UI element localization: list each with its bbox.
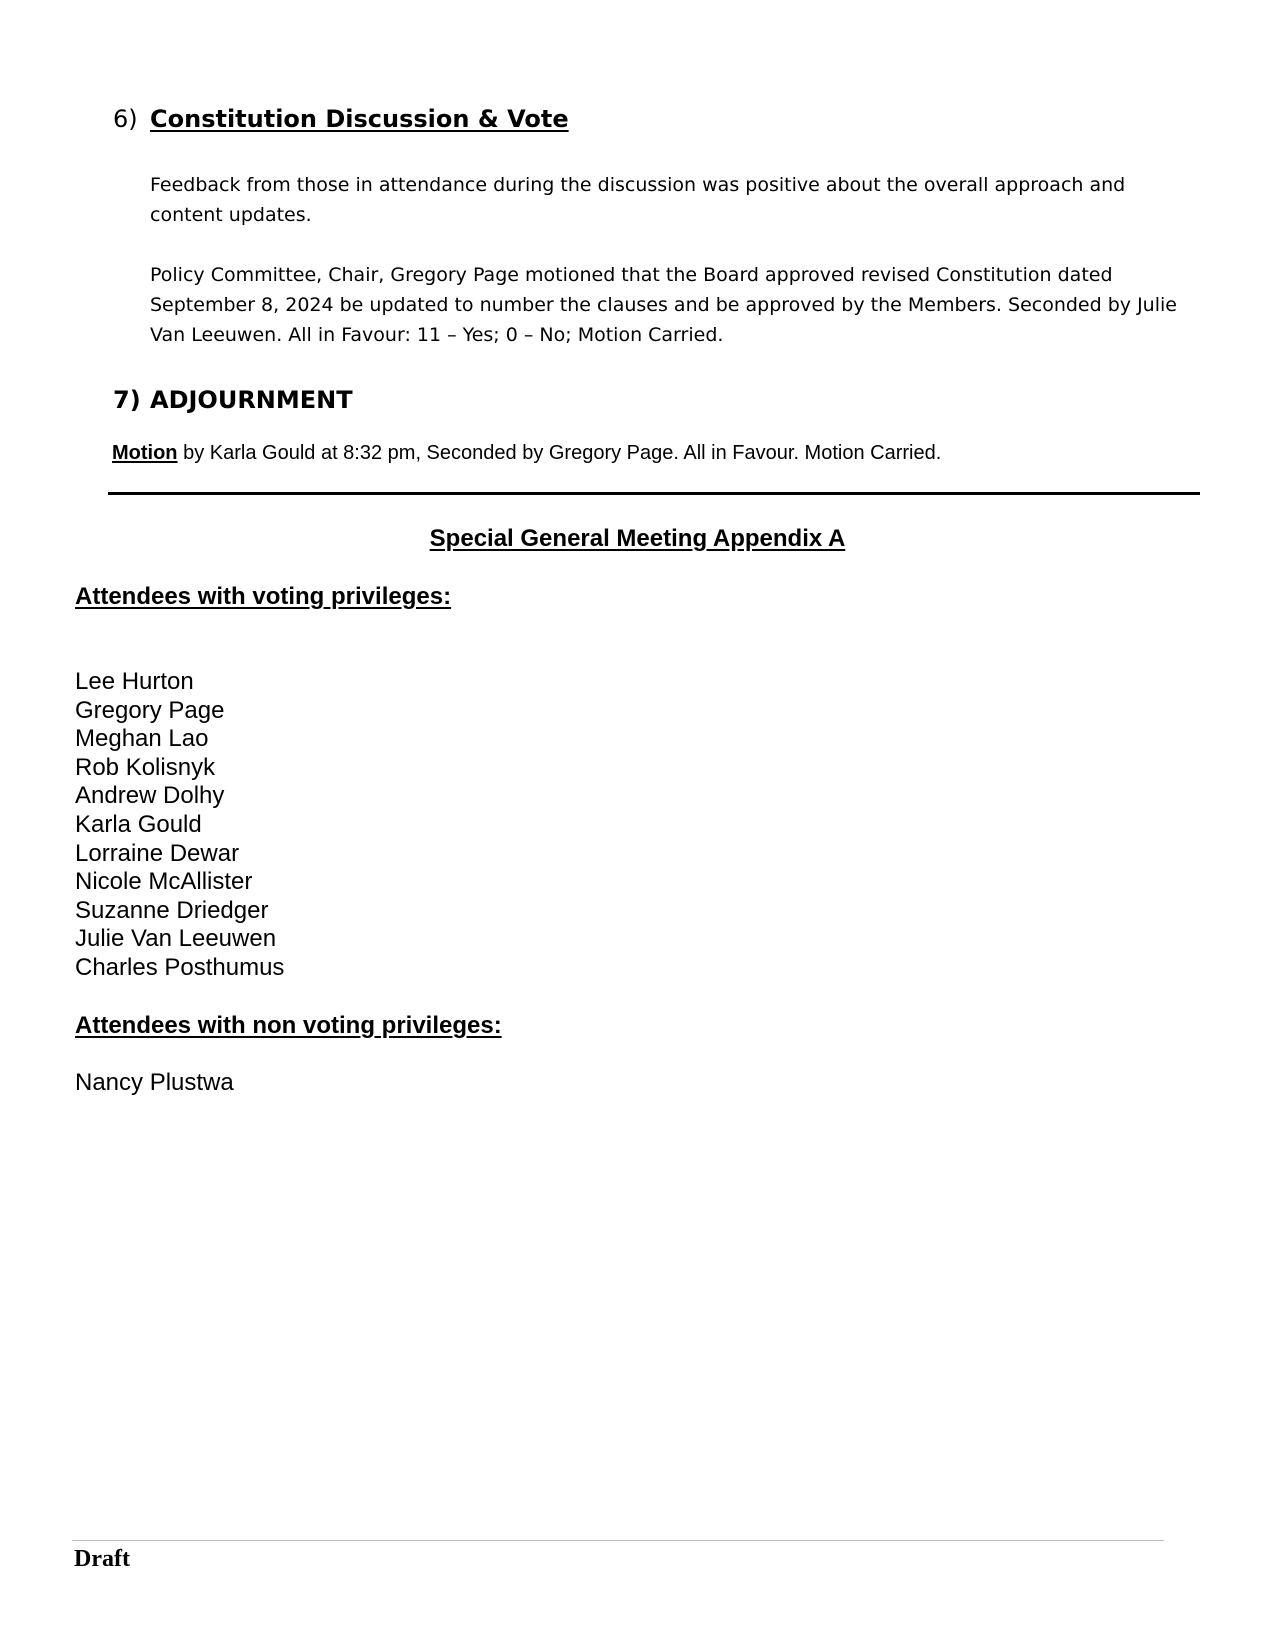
section-6-title: Constitution Discussion & Vote (150, 105, 569, 133)
attendee-name: Julie Van Leeuwen (75, 925, 277, 953)
attendee-name: Meghan Lao (75, 725, 209, 753)
attendee-name: Rob Kolisnyk (75, 753, 216, 781)
voting-attendees-list (75, 668, 284, 983)
attendee-name: Lee Hurton (75, 668, 194, 695)
attendee-name: Nicole McAllister (75, 868, 253, 896)
attendee-name: Charles Posthumus (75, 953, 285, 981)
section-6-heading (113, 104, 569, 134)
attendee-name: Suzanne Driedger (75, 896, 269, 924)
nonvoting-attendees-list (75, 1069, 234, 1098)
appendix-title-text: Special General Meeting Appendix A (429, 525, 846, 552)
voting-attendees-heading: Attendees with voting privileges: (75, 583, 452, 610)
appendix-title (0, 524, 1275, 554)
attendee-name: Lorraine Dewar (75, 839, 240, 867)
section-6-paragraph-motion: Policy Committee, Chair, Gregory Page motioned that the Board approved revised Constitution dated September 8, 2024 be updated to number the clauses and be approved by the Members. Seconded by Julie Van Leeuwen. All in Favour: 11 – Yes; 0 – No; Motion Carried. (150, 264, 1177, 346)
motion-text: by Karla Gould at 8:32 pm, Seconded by Gregory Page. All in Favour. Motion Carried. (177, 442, 942, 464)
section-7-title: ADJOURNMENT (150, 386, 353, 414)
motion-label: Motion (112, 442, 178, 464)
section-7-number: 7) (113, 386, 141, 414)
footer-divider (72, 1540, 1164, 1541)
footer-draft-label: Draft (74, 1546, 130, 1572)
attendee-name: Gregory Page (75, 696, 225, 724)
attendee-name: Nancy Plustwa (75, 1069, 234, 1096)
section-divider (108, 492, 1200, 495)
nonvoting-attendees-heading: Attendees with non voting privileges: (75, 1012, 502, 1039)
attendee-name: Karla Gould (75, 810, 202, 838)
adjournment-motion (112, 441, 941, 465)
section-6-paragraph-feedback: Feedback from those in attendance during the discussion was positive about the overall approach and content updates. (150, 174, 1126, 226)
section-7-heading (113, 385, 353, 415)
attendee-name: Andrew Dolhy (75, 782, 225, 810)
section-6-number: 6) (113, 105, 138, 133)
